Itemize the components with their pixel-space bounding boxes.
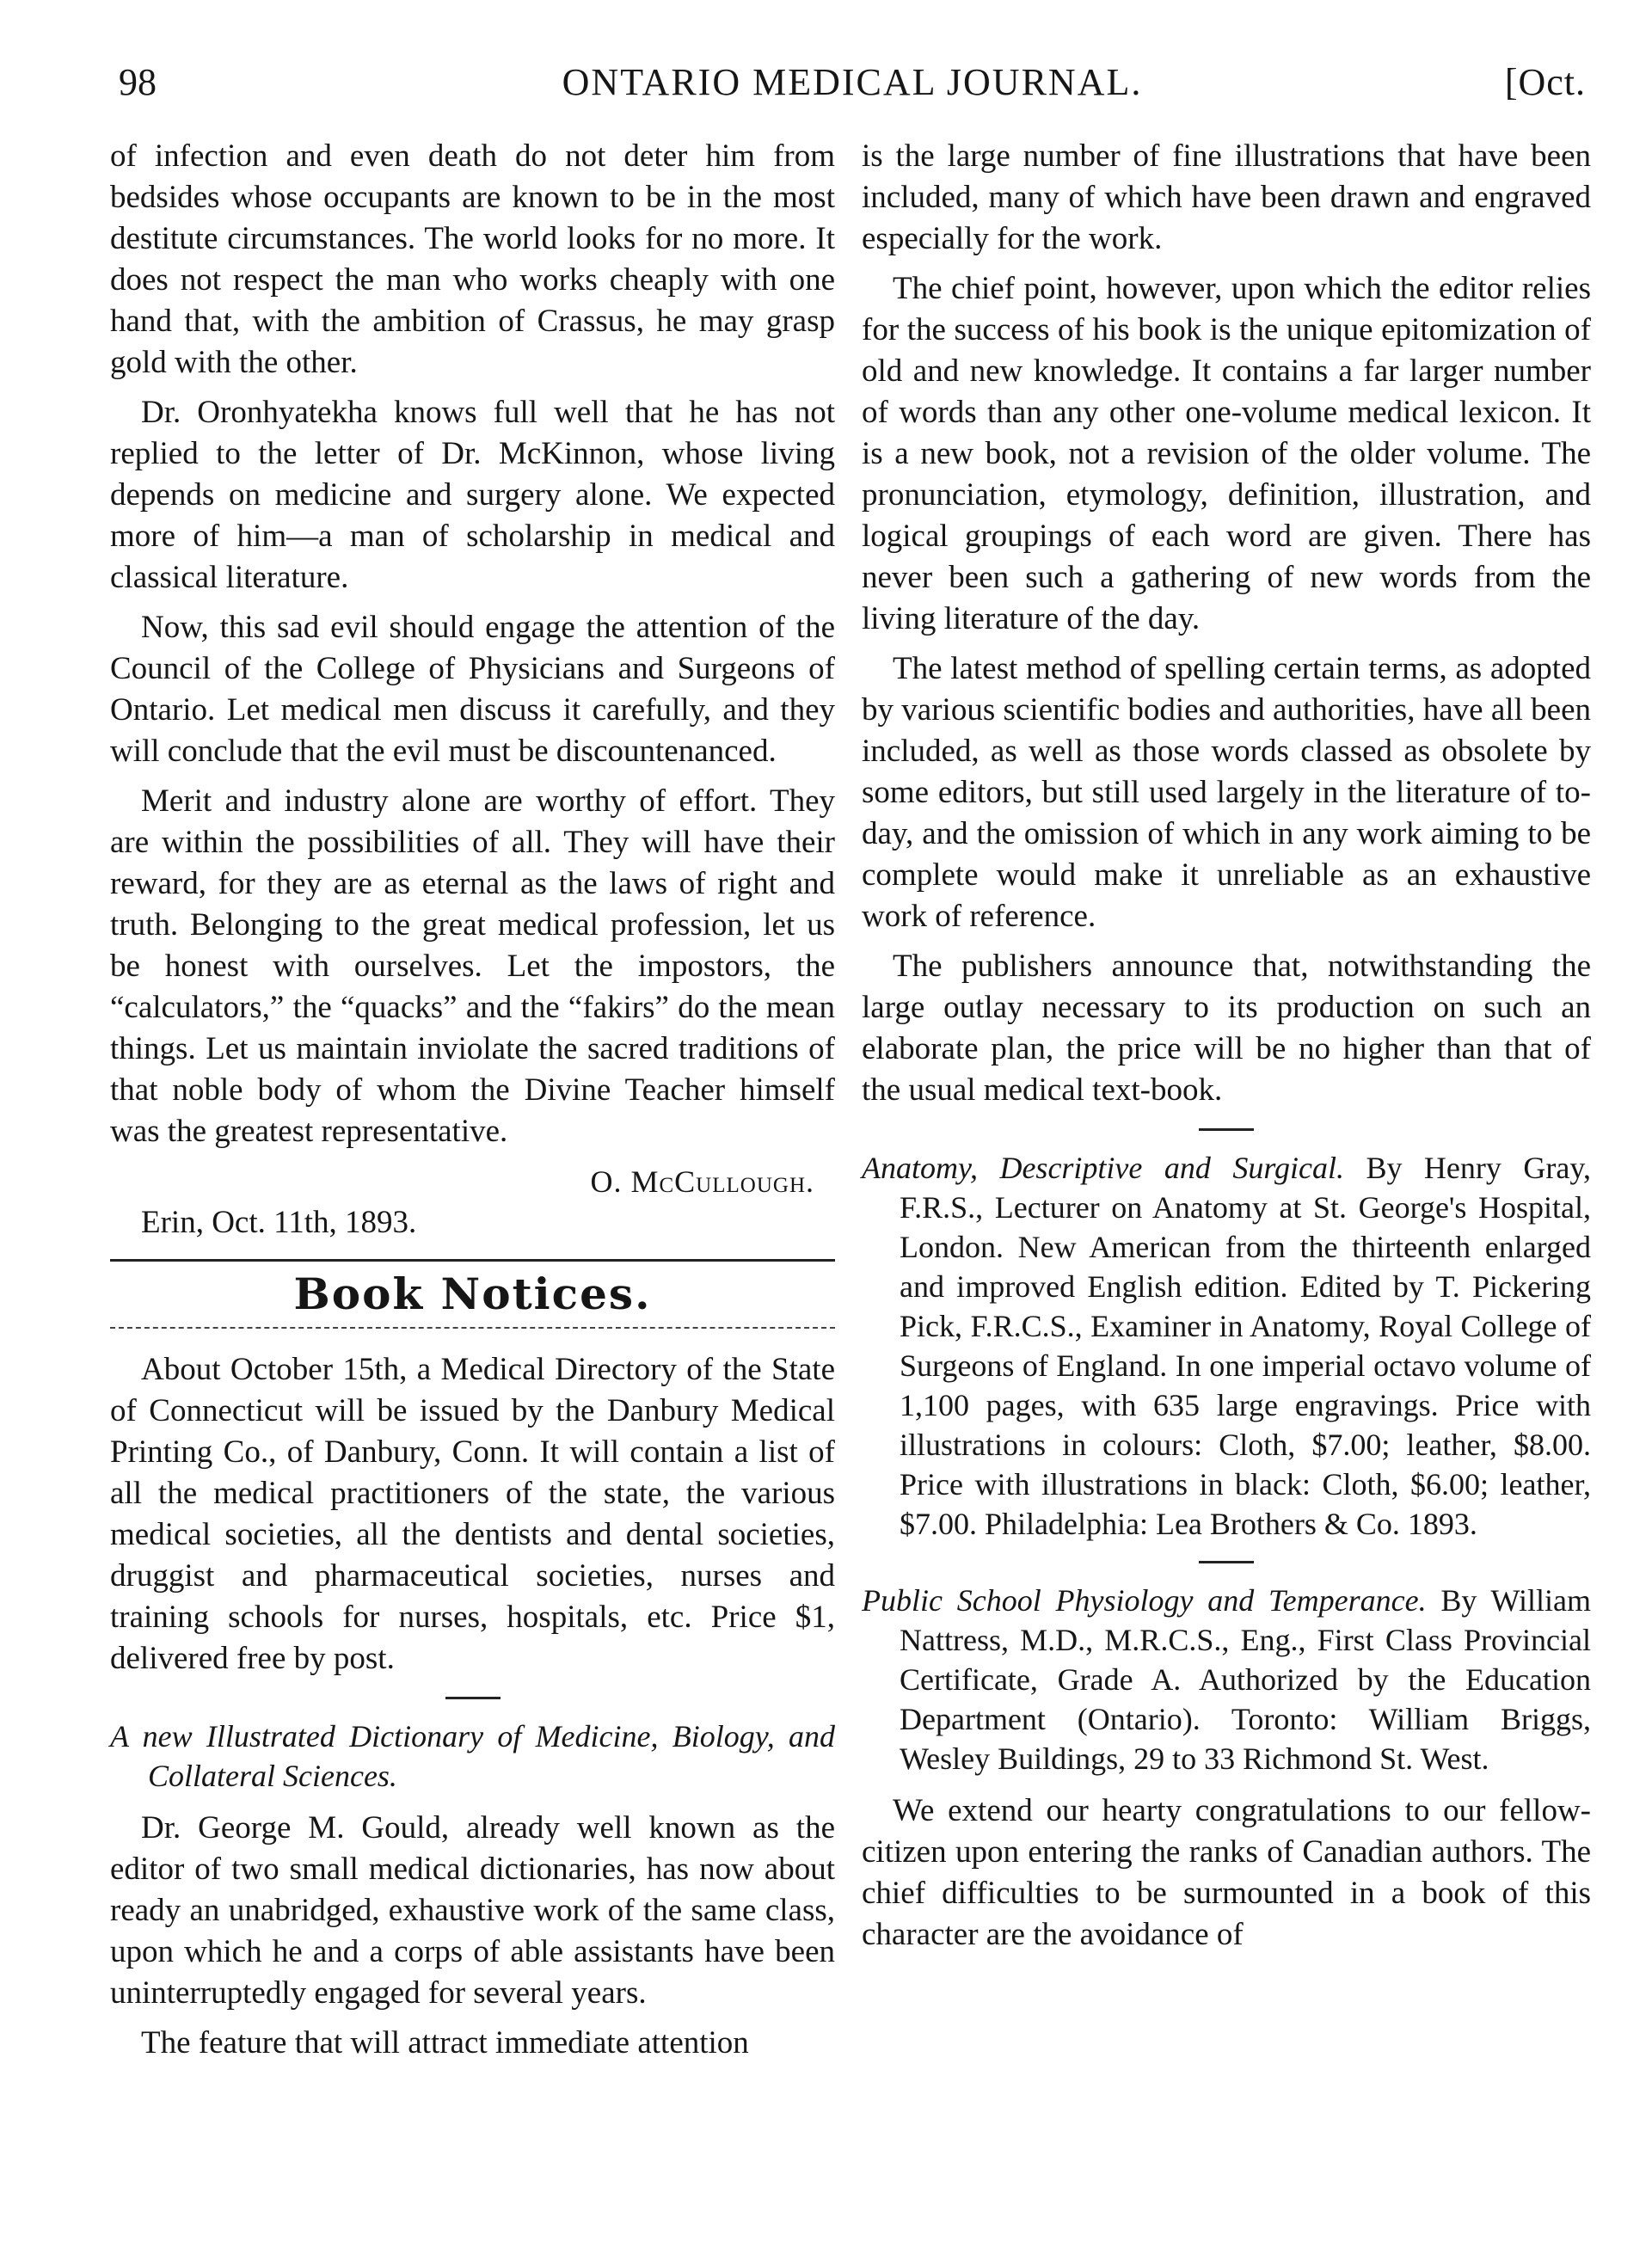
journal-title: ONTARIO MEDICAL JOURNAL. <box>562 61 1143 103</box>
left-column <box>110 136 835 2073</box>
book-title: Public School Physiology and Temperance. <box>862 1583 1427 1618</box>
paragraph: Now, this sad evil should engage the attention of the Council of the College of Physicians and Surgeons of Ontario. Let medical men discuss it carefully, and they will conclude that the evil must be discountenanced. <box>110 610 835 769</box>
book-title: Anatomy, Descriptive and Surgical. <box>862 1151 1344 1185</box>
book-heading <box>862 1148 1591 1544</box>
separator-rule <box>1199 1561 1254 1563</box>
book-title: A new Illustrated Dictionary of Medicine, Biology, and Collateral Sciences. <box>110 1719 835 1793</box>
separator-rule <box>445 1697 501 1699</box>
page-header <box>119 60 1586 120</box>
book-heading <box>862 1581 1591 1778</box>
section-rule-bottom <box>110 1327 835 1329</box>
right-column <box>862 136 1591 1964</box>
paragraph: The chief point, however, upon which the editor relies for the success of his book is the unique epitomization of old and new knowledge. It contains a far larger number of words than any other one-volume medical lexicon. It is a new book, not a revision of the older volume. The pronunciation, etymology, definition, illustration, and logical groupings of each word are given. There has never been such a gathering of new words from the living literature of the day. <box>862 271 1591 636</box>
book-details: By Henry Gray, F.R.S., Lecturer on Anatomy at St. George's Hospital, London. New American from the thirteenth enlarged and improved English edition. Edited by T. Pickering Pick, F.R.C.S., Examiner in Anatomy, Royal College of Surgeons of England. In one imperial octavo volume of 1,100 pages, with 635 large engravings. Price with illustrations in colours: Cloth, $7.00; leather, $8.00. Price with illustrations in black: Cloth, $6.00; leather, $7.00. Philadelphia: Lea Brothers & Co. 1893. <box>900 1151 1591 1541</box>
paragraph: The latest method of spelling certain terms, as adopted by various scientific bodies and authorities, have all been included, as well as those words classed as obsolete by some editors, but still used largely in the literature of to-day, and the omission of which in any work aiming to be complete would make it unreliable as an exhaustive work of reference. <box>862 651 1591 934</box>
paragraph: The publishers announce that, notwithstanding the large outlay necessary to its production on such an elaborate plan, the price will be no higher than that of the usual medical text-book. <box>862 949 1591 1108</box>
paragraph: We extend our hearty congratulations to our fellow-citizen upon entering the ranks of Canadian authors. The chief difficulties to be surmounted in a book of this character are the avoidance of <box>862 1793 1591 1952</box>
paragraph: About October 15th, a Medical Directory of the State of Connecticut will be issued by the Danbury Medical Printing Co., of Danbury, Conn. It will contain a list of all the medical practitioners of the state, the various medical societies, all the dentists and dental societies, druggist and pharmaceutical societies, nurses and training schools for nurses, hospitals, etc. Price $1, delivered free by post. <box>110 1352 835 1676</box>
book-heading <box>110 1717 835 1796</box>
dateline: Erin, Oct. 11th, 1893. <box>141 1205 417 1240</box>
paragraph: of infection and even death do not deter him from bedsides whose occupants are known to be in the most destitute circumstances. The world looks for no more. It does not respect the man who works cheaply with one hand that, with the ambition of Crassus, he may grasp gold with the other. <box>110 138 835 380</box>
paragraph: Merit and industry alone are worthy of effort. They are within the possibilities of all. They will have their reward, for they are as eternal as the laws of right and truth. Belonging to the great medical profession, let us be honest with ourselves. Let the impostors, the “calculators,” the “quacks” and the “fakirs” do the mean things. Let us maintain inviolate the sacred traditions of that noble body of whom the Divine Teacher himself was the greatest representative. <box>110 783 835 1149</box>
paragraph: The feature that will attract immediate attention <box>141 2025 749 2061</box>
book-details: By William Nattress, M.D., M.R.C.S., Eng., First Class Provincial Certificate, Grade A. Authorized by the Education Department (Ontario). Toronto: William Briggs, Wesley Buildings, 29 to 33 Richmond St. West. <box>900 1583 1592 1776</box>
section-rule-top <box>110 1259 835 1262</box>
paragraph: Dr. George M. Gould, already well known as the editor of two small medical dictionaries, has now about ready an unabridged, exhaustive work of the same class, upon which he and a corps of able assistants have been uninterruptedly engaged for several years. <box>110 1810 835 2011</box>
author-signature: O. McCullough. <box>590 1164 814 1199</box>
separator-rule <box>1199 1128 1254 1131</box>
paragraph: is the large number of fine illustrations that have been included, many of which have been drawn and engraved especially for the work. <box>862 138 1591 256</box>
section-title: Book Notices. <box>293 1268 652 1319</box>
issue-month: [Oct. <box>1504 61 1586 103</box>
paragraph: Dr. Oronhyatekha knows full well that he has not replied to the letter of Dr. McKinnon, whose living depends on medicine and surgery alone. We expected more of him—a man of scholarship in medical and classical literature. <box>110 395 835 595</box>
page-number: 98 <box>119 61 157 103</box>
